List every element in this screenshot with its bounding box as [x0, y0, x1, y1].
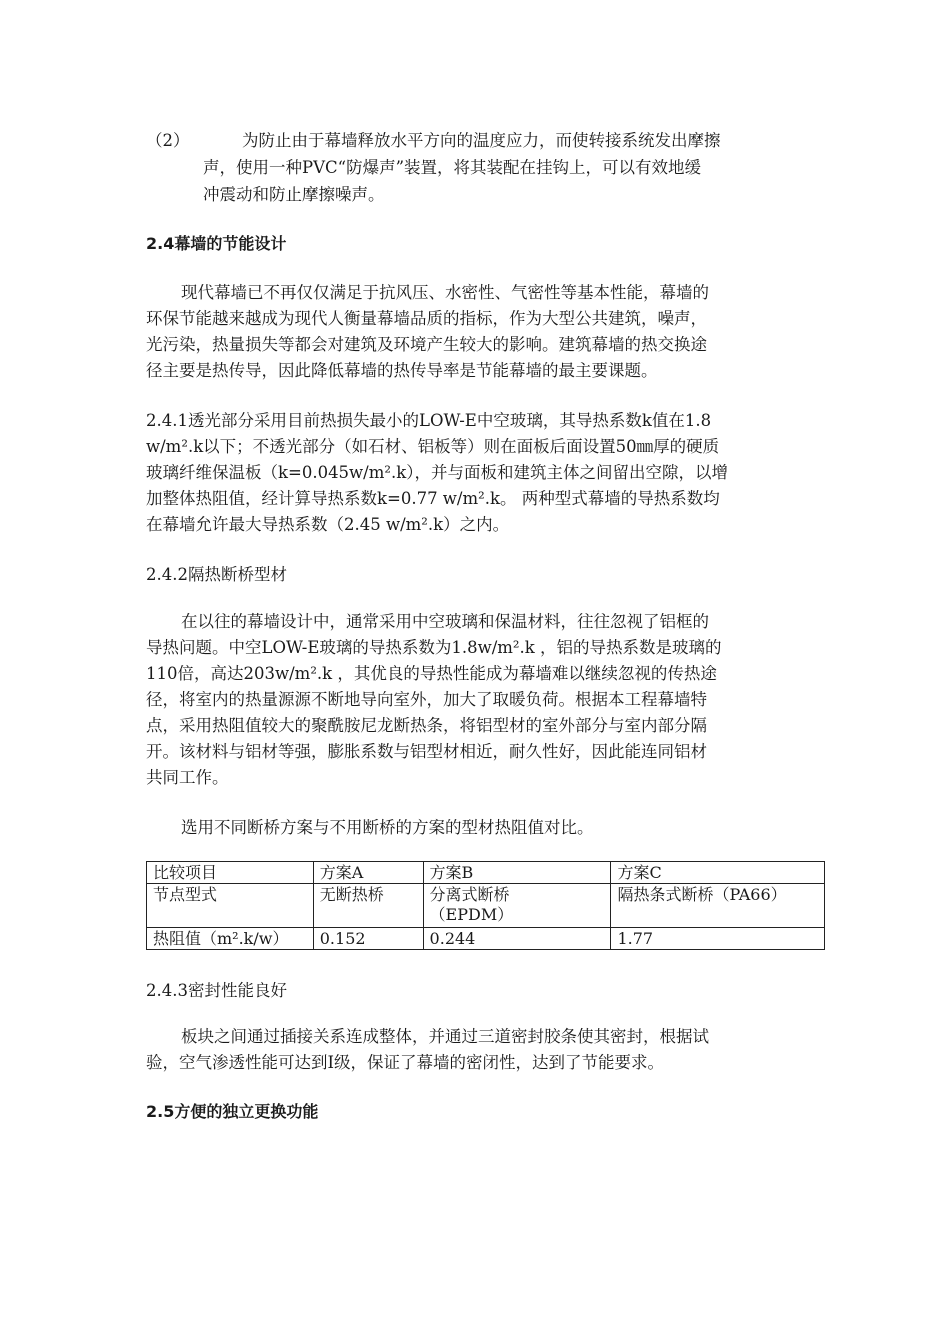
- section-2-4-3-title: 2.4.3密封性能良好: [146, 981, 287, 1000]
- table-intro: 选用不同断桥方案与不用断桥的方案的型材热阻值对比。: [181, 818, 594, 837]
- table-row: [147, 928, 825, 950]
- table-header-row: [147, 862, 825, 884]
- section-2-4-para-line-3: 光污染，热量损失等都会对建筑及环境产生较大的影响。建筑幕墙的热交换途: [146, 335, 707, 354]
- section-2-4-2-para-line-7: 共同工作。: [146, 768, 229, 787]
- table-header-cell: 比较项目: [147, 862, 314, 884]
- table-header-cell: 方案B: [423, 862, 611, 884]
- section-2-4-3-para-line-2: 验，空气渗透性能可达到Ⅰ级，保证了幕墙的密闭性，达到了节能要求。: [146, 1053, 665, 1072]
- table-cell: 1.77: [611, 928, 825, 950]
- table-cell: 0.244: [423, 928, 611, 950]
- table-cell: 无断热桥: [313, 884, 423, 928]
- table-header-cell: 方案C: [611, 862, 825, 884]
- section-2-4-1-line-3: 玻璃纤维保温板（k=0.045w/m².k），并与面板和建筑主体之间留出空隙，以增: [146, 463, 728, 482]
- section-2-4-2-para-line-3: 110倍，高达203w/m².k ，其优良的导热性能成为幕墙难以继续忽视的传热途: [146, 664, 717, 683]
- section-2-4-1-line-1: 2.4.1透光部分采用目前热损失最小的LOW-E中空玻璃，其导热系数k值在1.8: [146, 411, 712, 430]
- section-2-5-title: 2.5方便的独立更换功能: [146, 1102, 319, 1121]
- table-header-cell: 方案A: [313, 862, 423, 884]
- item2-line-1: 为防止由于幕墙释放水平方向的温度应力，而使转接系统发出摩擦: [242, 131, 721, 150]
- comparison-table: [146, 861, 825, 950]
- section-2-4-1-line-5: 在幕墙允许最大导热系数（2.45 w/m².k）之内。: [146, 515, 510, 534]
- section-2-4-para-line-2: 环保节能越来越成为现代人衡量幕墙品质的指标，作为大型公共建筑，噪声，: [146, 309, 707, 328]
- section-2-4-para-line-1: 现代幕墙已不再仅仅满足于抗风压、水密性、气密性等基本性能，幕墙的: [181, 283, 709, 302]
- section-2-4-2-para-line-5: 点，采用热阻值较大的聚酰胺尼龙断热条，将铝型材的室外部分与室内部分隔: [146, 716, 707, 735]
- section-2-4-1-line-4: 加整体热阻值，经计算导热系数k=0.77 w/m².k。 两种型式幕墙的导热系数均: [146, 489, 720, 508]
- section-2-4-title: 2.4幕墙的节能设计: [146, 234, 287, 253]
- table-row: [147, 884, 825, 928]
- item2-line-3: 冲震动和防止摩擦噪声。: [203, 185, 385, 204]
- table-cell: 分离式断桥（EPDM）: [423, 884, 611, 928]
- table-cell: 隔热条式断桥（PA66）: [611, 884, 825, 928]
- section-2-4-para-line-4: 径主要是热传导，因此降低幕墙的热传导率是节能幕墙的最主要课题。: [146, 361, 658, 380]
- table-cell: 0.152: [313, 928, 423, 950]
- section-2-4-3-para-line-1: 板块之间通过插接关系连成整体，并通过三道密封胶条使其密封，根据试: [181, 1027, 709, 1046]
- item2-line-2: 声，使用一种PVC“防爆声”装置，将其装配在挂钩上，可以有效地缓: [203, 158, 702, 177]
- table-cell: 节点型式: [147, 884, 314, 928]
- section-2-4-2-para-line-2: 导热问题。中空LOW-E玻璃的导热系数为1.8w/m².k ，铝的导热系数是玻璃的: [146, 638, 722, 657]
- section-2-4-1-line-2: w/m².k以下；不透光部分（如石材、铝板等）则在面板后面设置50㎜厚的硬质: [146, 437, 720, 456]
- table-cell: 热阻值（m².k/w）: [147, 928, 314, 950]
- section-2-4-2-title: 2.4.2隔热断桥型材: [146, 565, 287, 584]
- section-2-4-2-para-line-4: 径，将室内的热量源源不断地导向室外，加大了取暖负荷。根据本工程幕墙特: [146, 690, 707, 709]
- list-number: （2）: [146, 131, 190, 150]
- section-2-4-2-para-line-1: 在以往的幕墙设计中，通常采用中空玻璃和保温材料，往往忽视了铝框的: [181, 612, 709, 631]
- section-2-4-2-para-line-6: 开。该材料与铝材等强，膨胀系数与铝型材相近，耐久性好，因此能连同铝材: [146, 742, 707, 761]
